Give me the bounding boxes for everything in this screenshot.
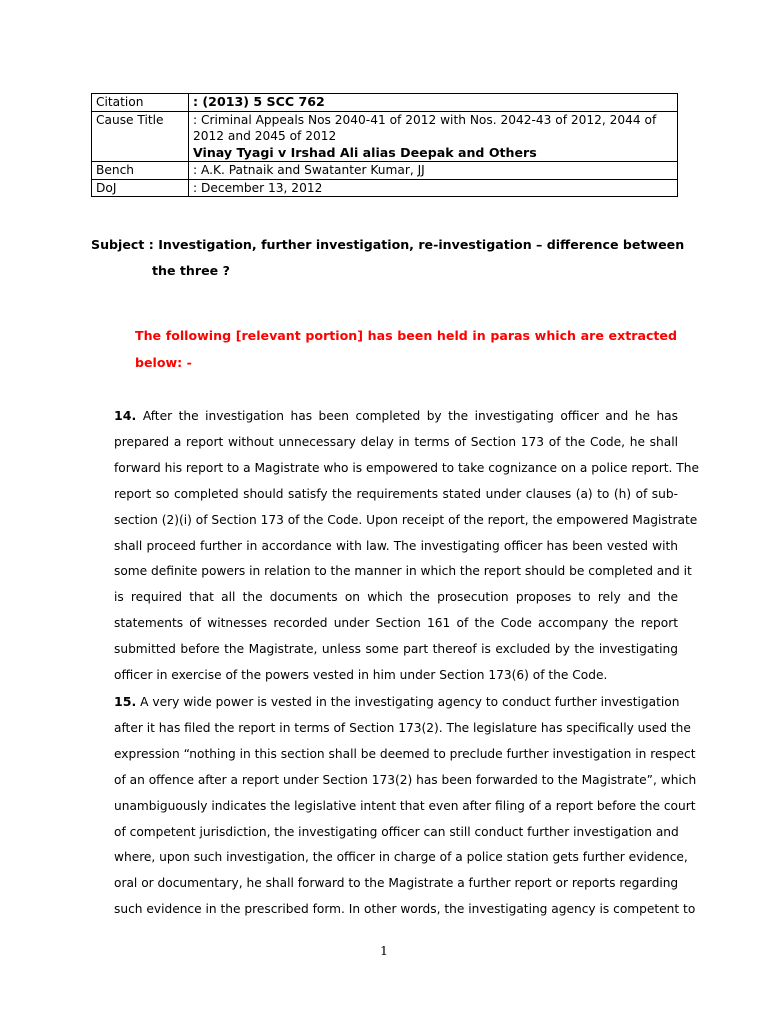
held-note: The following [relevant portion] has been held in paras which are extracted below: - (135, 328, 677, 370)
paragraph-line: shall proceed further in accordance with law. The investigating officer has been vested with (114, 538, 678, 553)
citation-row (92, 94, 678, 112)
paragraph-line: of an offence after a report under Section 173(2) has been forwarded to the Magistrate”, which (114, 772, 697, 787)
paragraph-line: of competent jurisdiction, the investigating officer can still conduct further investigation and (114, 824, 679, 839)
cause-title-row (92, 111, 678, 162)
paragraph-line: submitted before the Magistrate, unless some part thereof is excluded by the investigating (114, 642, 678, 657)
paragraph-number: 14. (114, 408, 137, 423)
citation-value: : (2013) 5 SCC 762 (189, 94, 678, 112)
paragraph-line: where, upon such investigation, the officer in charge of a police station gets further evidence, (114, 850, 688, 865)
doj-value: : December 13, 2012 (189, 179, 678, 197)
paragraph-line: statements of witnesses recorded under Section 161 of the Code accompany the report (114, 616, 678, 631)
paragraph-line: unambiguously indicates the legislative intent that even after filing of a report before the court (114, 798, 696, 813)
paragraph-number: 15. (114, 693, 137, 709)
subject-line-2: the three ? (152, 263, 230, 278)
bench-value: : A.K. Patnaik and Swatanter Kumar, JJ (189, 162, 678, 180)
paragraph-line: report so completed should satisfy the requirements stated under clauses (a) to (h) of sub- (114, 486, 678, 501)
cause-title-parties: Vinay Tyagi v Irshad Ali alias Deepak and Others (193, 144, 537, 160)
subject-heading (91, 232, 691, 284)
doj-label: DoJ (92, 179, 189, 197)
paragraph-14 (91, 403, 699, 689)
citation-label: Citation (92, 94, 189, 112)
paragraph-line: 15. A very wide power is vested in the investigating agency to conduct further investigation (114, 693, 680, 709)
paragraph-line: 14. After the investigation has been completed by the investigating officer and he has (114, 408, 678, 423)
paragraph-15 (91, 689, 697, 923)
paragraph-line: such evidence in the prescribed form. In other words, the investigating agency is competent to (114, 902, 696, 917)
doj-row (92, 179, 678, 197)
paragraph-line: section (2)(i) of Section 173 of the Code. Upon receipt of the report, the empowered Magistrate (114, 512, 698, 527)
cause-title-label: Cause Title (92, 111, 189, 162)
paragraph-line: after it has filed the report in terms of Section 173(2). The legislature has specifically used the (114, 720, 691, 735)
judgment-body (91, 403, 699, 923)
case-metadata-table (91, 93, 678, 197)
cause-title-value: : Criminal Appeals Nos 2040-41 of 2012 with Nos. 2042-43 of 2012, 2044 of 2012 and 2045 of 2012 (193, 112, 657, 143)
paragraph-line: some definite powers in relation to the manner in which the report should be completed and it (114, 564, 692, 579)
subject-line-1: Subject : Investigation, further investigation, re-investigation – difference between (91, 237, 685, 252)
paragraph-line: forward his report to a Magistrate who is empowered to take cognizance on a police report. The (114, 460, 699, 475)
bench-label: Bench (92, 162, 189, 180)
cause-title-cell (189, 111, 678, 162)
paragraph-line: officer in exercise of the powers vested in him under Section 173(6) of the Code. (114, 668, 608, 683)
paragraph-line: oral or documentary, he shall forward to the Magistrate a further report or reports regarding (114, 876, 679, 891)
paragraph-line: is required that all the documents on which the prosecution proposes to rely and the (114, 590, 678, 605)
page-number: 1 (380, 943, 388, 958)
bench-row (92, 162, 678, 180)
paragraph-line: prepared a report without unnecessary delay in terms of Section 173 of the Code, he shall (114, 434, 678, 449)
paragraph-line: expression “nothing in this section shall be deemed to preclude further investigation in respect (114, 746, 696, 761)
